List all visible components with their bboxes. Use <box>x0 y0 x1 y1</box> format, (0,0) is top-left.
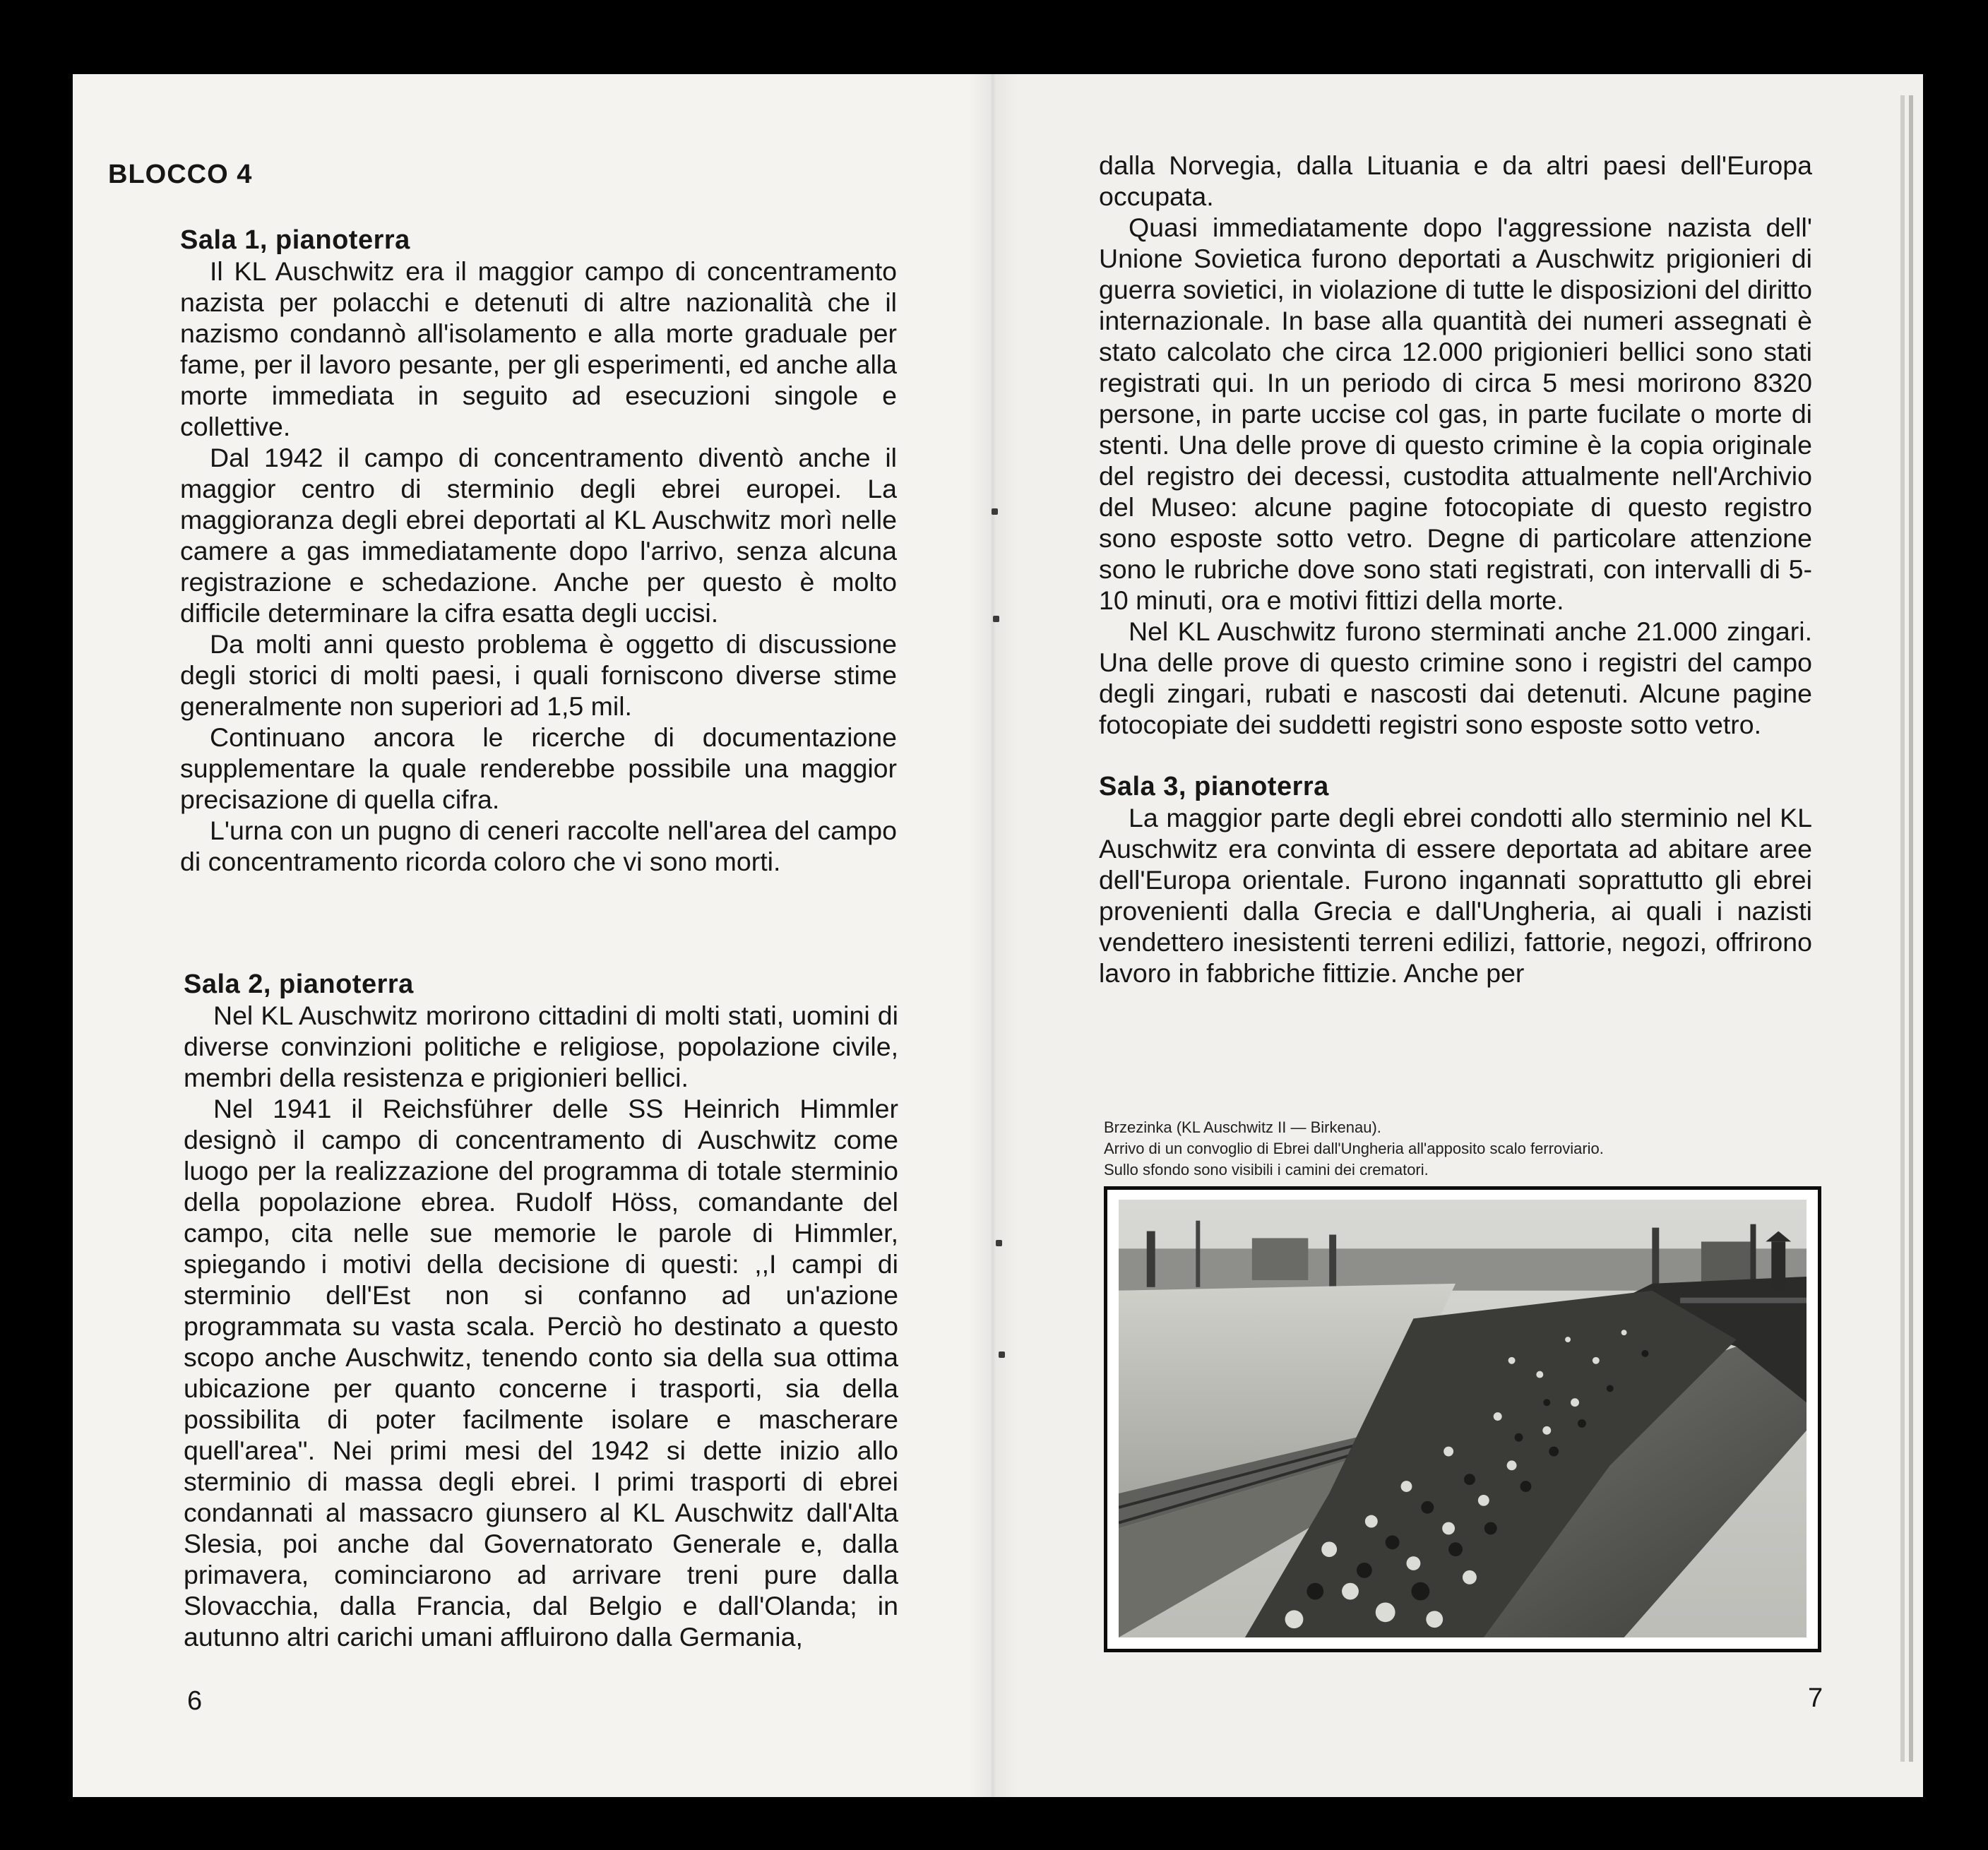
staple-mark <box>993 616 999 622</box>
sala-1-heading: Sala 1, pianoterra <box>180 225 410 255</box>
block-title: BLOCCO 4 <box>108 160 253 189</box>
staple-mark <box>999 1351 1005 1358</box>
paragraph: Continuano ancora le ricerche di documentazione supplementare la quale renderebbe possibile una maggior precisazione di quella cifra. <box>180 722 897 814</box>
caption-line: Arrivo di un convoglio di Ebrei dall'Ungheria all'apposito scalo ferroviario. <box>1104 1140 1604 1157</box>
left-column-sala2 <box>184 969 898 1652</box>
right-column-main <box>1099 150 1812 989</box>
page-number-left: 6 <box>187 1686 203 1716</box>
railway-platform-photo <box>1119 1200 1807 1637</box>
page-edge <box>1909 95 1913 1762</box>
sala-3-heading: Sala 3, pianoterra <box>1099 772 1329 801</box>
paragraph: L'urna con un pugno di ceneri raccolte nell'area del campo di concentramento ricorda coloro che vi sono morti. <box>180 816 897 876</box>
staple-mark <box>996 1240 1002 1246</box>
paragraph: Nel 1941 il Reichsführer delle SS Heinrich Himmler designò il campo di concentramento di Auschwitz come luogo per la realizzazione del programma di totale sterminio della popolazione ebrea. Rudolf Höss, comandante del campo, cita nelle sue memorie le parole di Himmler, spiegando i motivi della decisione di questi: ,,I campi di sterminio dell'Est non si confanno ad un'azione programmata su vasta scala. Perciò ho destinato a questo scopo anche Auschwitz, tenendo conto sia della sua ottima ubicazione per quanto concerne i trasporti, sia della possibilita di poter facilmente isolare e mascherare quell'area''. Nei primi mesi del 1942 si dette inizio allo sterminio di massa degli ebrei. I primi trasporti di ebrei condannati al massacro giunsero al KL Auschwitz dall'Alta Slesia, poi anche dal Governatorato Generale e, dalla primavera, cominciarono ad arrivare treni pure dalla Slovacchia, dalla Francia, dal Belgio e dall'Olanda; in autunno altri carichi umani affluirono dalla Germania, <box>184 1094 898 1652</box>
paragraph: La maggior parte degli ebrei condotti allo sterminio nel KL Auschwitz era convinta di essere deportata ad abitare aree dell'Europa orientale. Furono ingannati soprattutto gli ebrei provenienti dalla Grecia e dall'Ungheria, ai quali i nazisti vendettero inesistenti terreni edilizi, fattorie, negozi, offrirono lavoro in fabbriche fittizie. Anche per <box>1099 803 1812 988</box>
paragraph: Nel KL Auschwitz morirono cittadini di molti stati, uomini di diverse convinzioni politiche e religiose, popolazione civile, membri della resistenza e prigionieri bellici. <box>184 1001 898 1092</box>
continuation-paragraph: dalla Norvegia, dalla Lituania e da altri paesi dell'Europa occupata. <box>1099 150 1812 211</box>
paragraph: Quasi immediatamente dopo l'aggressione nazista dell' Unione Sovietica furono deportati a Auschwitz prigionieri di guerra sovietici, in violazione di tutte le disposizioni del diritto internazionale. In base alla quantità dei numeri assegnati è stato calcolato che circa 12.000 prigionieri bellici sono stati registrati qui. In un periodo di circa 5 mesi morirono 8320 persone, in parte uccise col gas, in parte fucilate o morte di stenti. Una delle prove di questo crimine è la copia originale del registro dei decessi, custodita attualmente nell'Archivio del Museo: alcune pagine fotocopiate di questo registro sono esposte sotto vetro. Degne di particolare attenzione sono le rubriche dove sono stati registrati, con intervalli di 5-10 minuti, ora e motivi fittizi della morte. <box>1099 213 1812 615</box>
paragraph: Da molti anni questo problema è oggetto di discussione degli storici di molti paesi, i quali forniscono diverse stime generalmente non superiori ad 1,5 mil. <box>180 629 897 721</box>
paragraph: Il KL Auschwitz era il maggior campo di concentramento nazista per polacchi e detenuti di altre nazionalità che il nazismo condannò all'isolamento e alla morte graduale per fame, per il lavoro pesante, per gli esperimenti, ed anche alla morte immediata in seguito ad esecuzioni singole e collettive. <box>180 256 897 441</box>
paragraph: Dal 1942 il campo di concentramento diventò anche il maggior centro di sterminio degli ebrei europei. La maggioranza degli ebrei deportati al KL Auschwitz morì nelle camere a gas immediatamente dopo l'arrivo, senza alcuna registrazione e schedazione. Anche per questo è molto difficile determinare la cifra esatta degli uccisi. <box>180 443 897 628</box>
caption-line: Brzezinka (KL Auschwitz II — Birkenau). <box>1104 1118 1381 1136</box>
photo-caption <box>1104 1117 1761 1181</box>
staple-mark <box>992 508 998 515</box>
paragraph: Nel KL Auschwitz furono sterminati anche 21.000 zingari. Una delle prove di questo crimine sono i registri del campo degli zingari, rubati e nascosti dai detenuti. Alcune pagine fotocopiate dei suddetti registri sono esposte sotto vetro. <box>1099 616 1812 739</box>
binding-gutter <box>968 74 1018 1797</box>
page-edge <box>1900 95 1905 1762</box>
sala-2-heading: Sala 2, pianoterra <box>184 969 414 999</box>
caption-line: Sullo sfondo sono visibili i camini dei crematori. <box>1104 1161 1429 1178</box>
historical-photo <box>1104 1186 1821 1652</box>
page-number-right: 7 <box>1808 1683 1823 1713</box>
left-column-sala1 <box>180 225 897 877</box>
